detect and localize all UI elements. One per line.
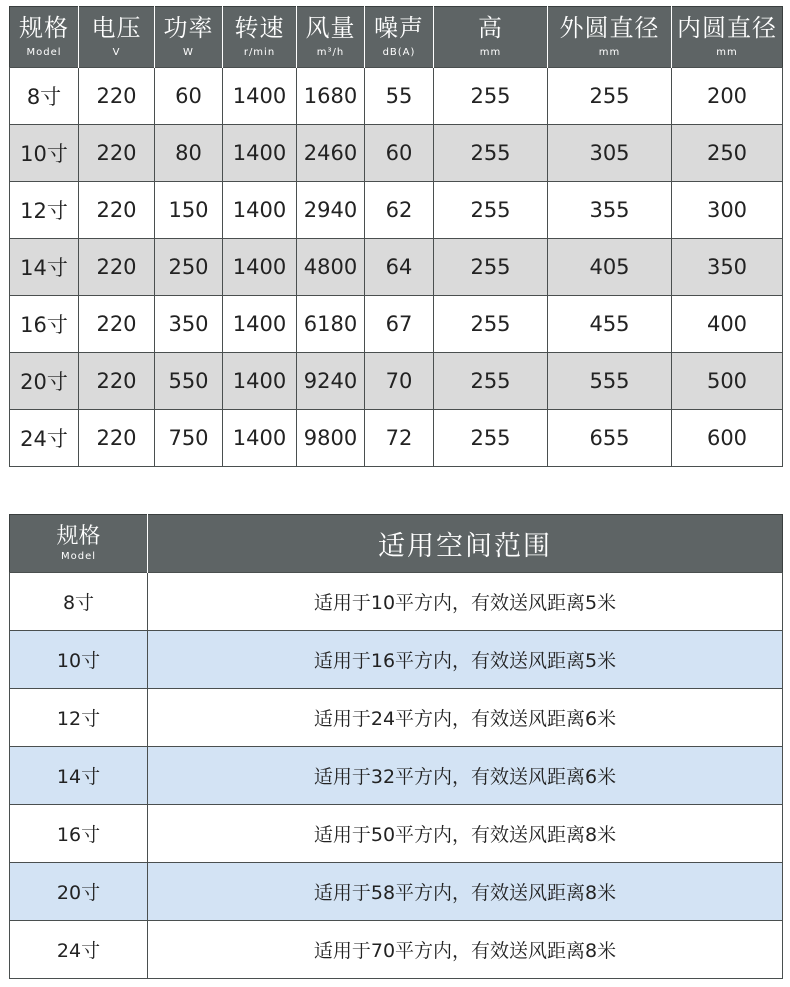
cell-applicable-space: 适用于16平方内，有效送风距离5米: [148, 631, 783, 689]
col-header-voltage: 电压 V: [79, 7, 155, 68]
cell-outer-diameter: 305: [548, 125, 672, 182]
cell-outer-diameter: 255: [548, 68, 672, 125]
cell-model: 14寸: [10, 747, 148, 805]
cell-model: 8寸: [10, 68, 79, 125]
cell-airflow: 1680: [297, 68, 365, 125]
cell-airflow: 2940: [297, 182, 365, 239]
cell-speed: 1400: [223, 296, 297, 353]
cell-power: 150: [155, 182, 223, 239]
cell-model: 24寸: [10, 921, 148, 979]
table-row: [10, 68, 783, 125]
cell-height: 255: [434, 68, 548, 125]
col-header-model: 规格 Model: [10, 515, 148, 573]
cell-airflow: 9240: [297, 353, 365, 410]
cell-power: 550: [155, 353, 223, 410]
cell-outer-diameter: 655: [548, 410, 672, 467]
cell-model: 12寸: [10, 689, 148, 747]
cell-noise: 64: [365, 239, 434, 296]
col-header-inner-diameter: 内圆直径 mm: [672, 7, 783, 68]
cell-speed: 1400: [223, 410, 297, 467]
table-row: [10, 805, 783, 863]
cell-airflow: 2460: [297, 125, 365, 182]
cell-model: 10寸: [10, 631, 148, 689]
cell-voltage: 220: [79, 410, 155, 467]
cell-airflow: 6180: [297, 296, 365, 353]
table-row: [10, 296, 783, 353]
cell-voltage: 220: [79, 296, 155, 353]
cell-inner-diameter: 300: [672, 182, 783, 239]
table-row: [10, 747, 783, 805]
cell-power: 250: [155, 239, 223, 296]
cell-model: 10寸: [10, 125, 79, 182]
cell-voltage: 220: [79, 68, 155, 125]
cell-voltage: 220: [79, 125, 155, 182]
col-header-model: 规格 Model: [10, 7, 79, 68]
cell-outer-diameter: 405: [548, 239, 672, 296]
cell-model: 20寸: [10, 353, 79, 410]
cell-height: 255: [434, 296, 548, 353]
cell-applicable-space: 适用于10平方内，有效送风距离5米: [148, 573, 783, 631]
table-row: [10, 125, 783, 182]
cell-model: 14寸: [10, 239, 79, 296]
cell-speed: 1400: [223, 182, 297, 239]
cell-model: 20寸: [10, 863, 148, 921]
cell-speed: 1400: [223, 68, 297, 125]
spec-table: [9, 6, 783, 467]
cell-applicable-space: 适用于32平方内，有效送风距离6米: [148, 747, 783, 805]
cell-noise: 72: [365, 410, 434, 467]
cell-model: 24寸: [10, 410, 79, 467]
table-row: [10, 573, 783, 631]
cell-applicable-space: 适用于50平方内，有效送风距离8米: [148, 805, 783, 863]
cell-power: 80: [155, 125, 223, 182]
cell-inner-diameter: 350: [672, 239, 783, 296]
cell-power: 60: [155, 68, 223, 125]
col-header-power: 功率 W: [155, 7, 223, 68]
cell-inner-diameter: 250: [672, 125, 783, 182]
cell-model: 16寸: [10, 805, 148, 863]
cell-height: 255: [434, 239, 548, 296]
cell-inner-diameter: 500: [672, 353, 783, 410]
cell-airflow: 4800: [297, 239, 365, 296]
table-row: [10, 689, 783, 747]
cell-inner-diameter: 600: [672, 410, 783, 467]
table-row: [10, 239, 783, 296]
cell-applicable-space: 适用于70平方内，有效送风距离8米: [148, 921, 783, 979]
cell-speed: 1400: [223, 125, 297, 182]
cell-outer-diameter: 455: [548, 296, 672, 353]
cell-voltage: 220: [79, 239, 155, 296]
cell-outer-diameter: 555: [548, 353, 672, 410]
cell-noise: 70: [365, 353, 434, 410]
cell-noise: 60: [365, 125, 434, 182]
cell-noise: 62: [365, 182, 434, 239]
col-header-outer-diameter: 外圆直径 mm: [548, 7, 672, 68]
cell-noise: 55: [365, 68, 434, 125]
cell-model: 16寸: [10, 296, 79, 353]
cell-height: 255: [434, 125, 548, 182]
cell-power: 350: [155, 296, 223, 353]
cell-voltage: 220: [79, 353, 155, 410]
cell-height: 255: [434, 353, 548, 410]
col-header-noise: 噪声 dB(A): [365, 7, 434, 68]
table-row: [10, 921, 783, 979]
cell-applicable-space: 适用于58平方内，有效送风距离8米: [148, 863, 783, 921]
table-row: [10, 631, 783, 689]
col-header-applicable-space: 适用空间范围: [148, 515, 783, 573]
cell-speed: 1400: [223, 353, 297, 410]
cell-model: 12寸: [10, 182, 79, 239]
cell-model: 8寸: [10, 573, 148, 631]
table-row: [10, 182, 783, 239]
cell-outer-diameter: 355: [548, 182, 672, 239]
table-row: [10, 410, 783, 467]
cell-noise: 67: [365, 296, 434, 353]
cell-voltage: 220: [79, 182, 155, 239]
cell-inner-diameter: 200: [672, 68, 783, 125]
cell-height: 255: [434, 410, 548, 467]
col-header-airflow: 风量 m³/h: [297, 7, 365, 68]
space-table: [9, 514, 783, 979]
cell-inner-diameter: 400: [672, 296, 783, 353]
space-header-row: [10, 515, 783, 573]
cell-applicable-space: 适用于24平方内，有效送风距离6米: [148, 689, 783, 747]
table-row: [10, 353, 783, 410]
cell-height: 255: [434, 182, 548, 239]
cell-airflow: 9800: [297, 410, 365, 467]
spec-header-row: [10, 7, 783, 68]
col-header-height: 高 mm: [434, 7, 548, 68]
col-header-speed: 转速 r/min: [223, 7, 297, 68]
table-row: [10, 863, 783, 921]
cell-power: 750: [155, 410, 223, 467]
cell-speed: 1400: [223, 239, 297, 296]
